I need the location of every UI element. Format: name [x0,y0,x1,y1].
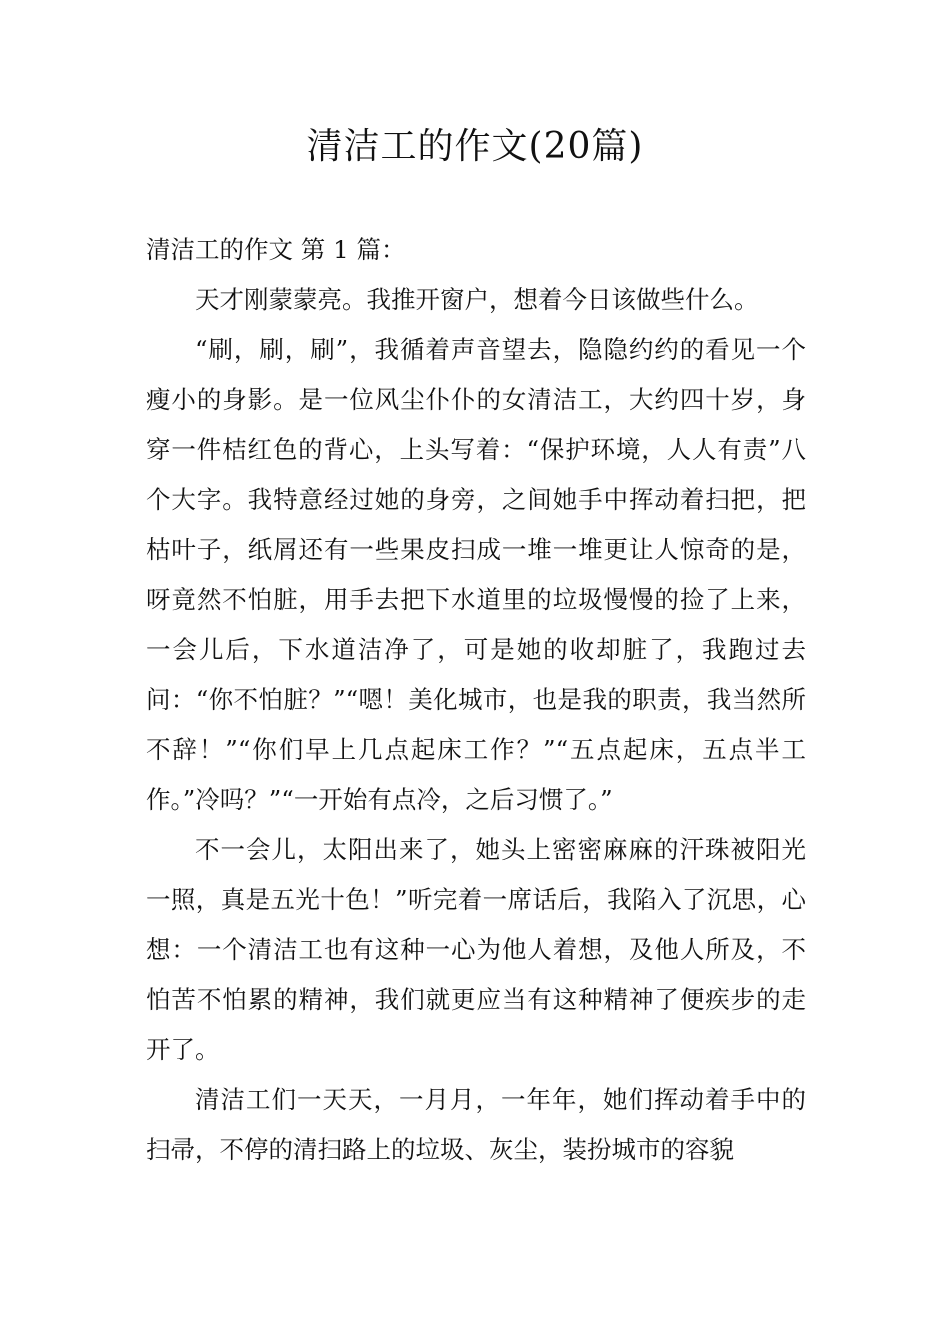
section-heading: 清洁工的作文 第 1 篇： [146,235,406,264]
paragraph-1: 天才刚蒙蒙亮。我推开窗户，想着今日该做些什么。 [195,285,759,314]
paragraph-4: 清洁工们一天天，一月月，一年年，她们挥动着手中的扫帚，不停的清扫路上的垃圾、灰尘，装扮城市的容貌 [146,1085,806,1164]
document-title: 清洁工的作文(20篇) [306,126,644,167]
document-body [146,225,806,1175]
paragraph-3: 不一会儿，太阳出来了，她头上密密麻麻的汗珠被阳光一照，真是五光十色！”听完着一席话后，我陷入了沉思，心想：一个清洁工也有这种一心为他人着想，及他人所及，不怕苦不怕累的精神，我们就更应当有这种精神了便疾步的走开了。 [146,835,806,1064]
paragraph-2: “刷，刷，刷”，我循着声音望去，隐隐约约的看见一个瘦小的身影。是一位风尘仆仆的女清洁工，大约四十岁，身穿一件桔红色的背心，上头写着：“保护环境，人人有责”八个大字。我特意经过她的身旁，之间她手中挥动着扫把，把枯叶子，纸屑还有一些果皮扫成一堆一堆更让人惊奇的是，呀竟然不怕脏，用手去把下水道里的垃圾慢慢的捡了上来，一会儿后，下水道洁净了，可是她的收却脏了，我跑过去问：“你不怕脏？”“嗯！美化城市，也是我的职责，我当然所不辞！”“你们早上几点起床工作？”“五点起床，五点半工作。”冷吗？”“一开始有点冷，之后习惯了。” [146,335,806,814]
